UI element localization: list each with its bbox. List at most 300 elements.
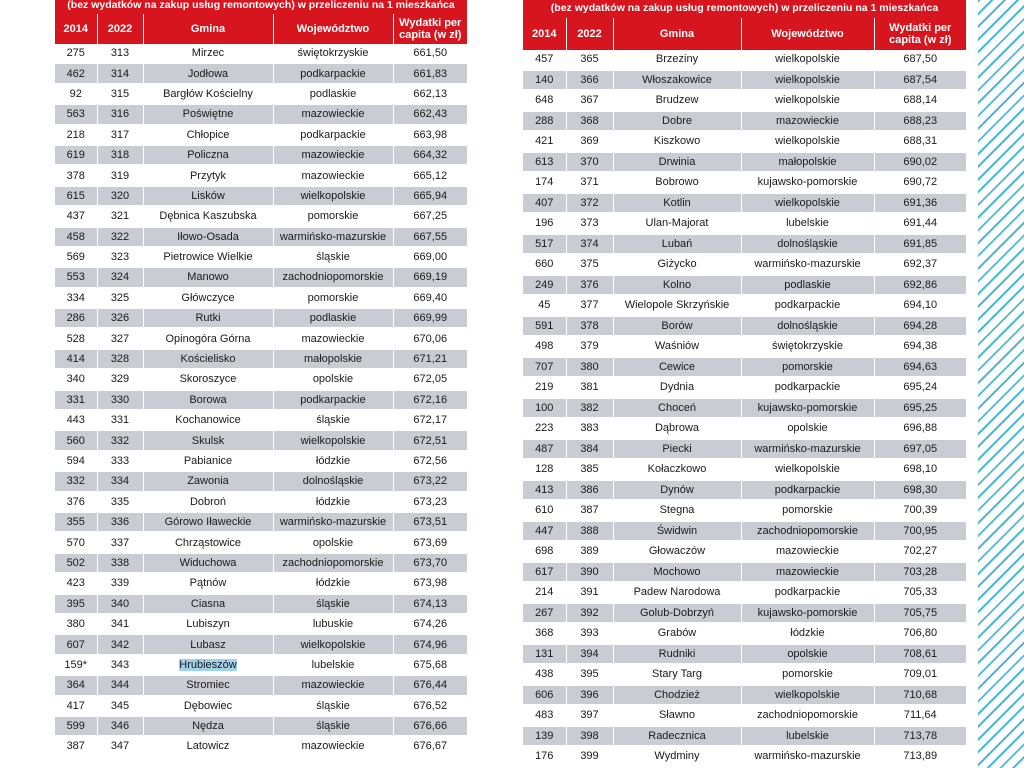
table-row <box>523 336 966 357</box>
cell-rank-2014: 414 <box>55 349 97 369</box>
cell-wydatki: 672,56 <box>393 451 467 471</box>
cell-wydatki: 673,22 <box>393 471 467 491</box>
table-row <box>523 295 966 316</box>
cell-wojewodztwo: podkarpackie <box>273 390 393 410</box>
cell-rank-2022: 375 <box>566 254 613 275</box>
table-row <box>55 512 467 532</box>
cell-rank-2014: 218 <box>55 125 97 145</box>
table-row <box>55 308 467 328</box>
cell-rank-2014: 368 <box>523 623 566 644</box>
cell-rank-2022: 345 <box>97 696 143 716</box>
cell-wojewodztwo: pomorskie <box>273 206 393 226</box>
cell-wydatki: 676,52 <box>393 696 467 716</box>
cell-wydatki: 669,19 <box>393 267 467 287</box>
table-row <box>523 541 966 562</box>
cell-wojewodztwo: wielkopolskie <box>273 430 393 450</box>
cell-rank-2014: 569 <box>55 247 97 267</box>
table-row <box>523 50 966 70</box>
cell-wojewodztwo: zachodniopomorskie <box>273 267 393 287</box>
cell-rank-2014: 610 <box>523 500 566 521</box>
cell-wojewodztwo: zachodniopomorskie <box>741 521 874 542</box>
cell-gmina: Borowa <box>143 390 273 410</box>
cell-rank-2014: 607 <box>55 634 97 654</box>
cell-gmina: Dębnica Kaszubska <box>143 206 273 226</box>
table-row <box>523 254 966 275</box>
cell-wojewodztwo: opolskie <box>273 532 393 552</box>
header-row <box>55 14 467 44</box>
cell-gmina: Głowaczów <box>613 541 741 562</box>
cell-wojewodztwo: wielkopolskie <box>741 50 874 70</box>
cell-wojewodztwo: śląskie <box>273 716 393 736</box>
cell-rank-2014: 502 <box>55 553 97 573</box>
cell-gmina: Rutki <box>143 308 273 328</box>
cell-rank-2014: 606 <box>523 685 566 706</box>
cell-wojewodztwo: pomorskie <box>741 664 874 685</box>
cell-wydatki: 690,72 <box>874 172 966 193</box>
cell-wojewodztwo: warmińsko-mazurskie <box>273 227 393 247</box>
ranking-table-left <box>55 0 467 758</box>
table-row <box>55 63 467 83</box>
cell-rank-2022: 366 <box>566 70 613 91</box>
cell-rank-2022: 315 <box>97 84 143 104</box>
cell-rank-2022: 346 <box>97 716 143 736</box>
col-header-2014: 2014 <box>523 18 566 50</box>
table-row <box>523 152 966 173</box>
cell-wojewodztwo: zachodniopomorskie <box>273 553 393 573</box>
cell-rank-2022: 341 <box>97 614 143 634</box>
cell-gmina: Jodłowa <box>143 63 273 83</box>
table-row <box>55 288 467 308</box>
cell-rank-2014: 447 <box>523 521 566 542</box>
cell-wojewodztwo: wielkopolskie <box>741 90 874 111</box>
table-row <box>55 104 467 124</box>
table-row <box>55 736 467 756</box>
cell-rank-2014: 378 <box>55 165 97 185</box>
cell-gmina: Dąbrowa <box>613 418 741 439</box>
cell-rank-2022: 379 <box>566 336 613 357</box>
cell-wojewodztwo: warmińsko-mazurskie <box>741 439 874 460</box>
cell-wydatki: 691,85 <box>874 234 966 255</box>
cell-rank-2014: 334 <box>55 288 97 308</box>
cell-wojewodztwo: małopolskie <box>741 152 874 173</box>
cell-gmina: Kiszkowo <box>613 131 741 152</box>
cell-wojewodztwo: pomorskie <box>741 357 874 378</box>
cell-gmina: Brzeziny <box>613 50 741 70</box>
cell-gmina: Policzna <box>143 145 273 165</box>
cell-gmina: Manowo <box>143 267 273 287</box>
cell-wydatki: 670,06 <box>393 328 467 348</box>
cell-rank-2022: 347 <box>97 736 143 756</box>
cell-wydatki: 694,10 <box>874 295 966 316</box>
cell-rank-2014: 563 <box>55 104 97 124</box>
cell-wydatki: 690,02 <box>874 152 966 173</box>
cell-rank-2022: 314 <box>97 63 143 83</box>
cell-rank-2014: 223 <box>523 418 566 439</box>
cell-wydatki: 676,44 <box>393 675 467 695</box>
cell-rank-2022: 333 <box>97 451 143 471</box>
cell-rank-2014: 131 <box>523 644 566 665</box>
cell-gmina: Przytyk <box>143 165 273 185</box>
cell-rank-2014: 139 <box>523 726 566 747</box>
cell-wojewodztwo: warmińsko-mazurskie <box>273 512 393 532</box>
cell-rank-2022: 325 <box>97 288 143 308</box>
cell-rank-2014: 423 <box>55 573 97 593</box>
cell-rank-2014: 332 <box>55 471 97 491</box>
table-row <box>55 227 467 247</box>
cell-rank-2022: 337 <box>97 532 143 552</box>
table-row <box>55 267 467 287</box>
cell-rank-2022: 371 <box>566 172 613 193</box>
cell-gmina: Latowicz <box>143 736 273 756</box>
table-row <box>523 562 966 583</box>
cell-rank-2022: 372 <box>566 193 613 214</box>
cell-wojewodztwo: zachodniopomorskie <box>741 705 874 726</box>
cell-rank-2022: 377 <box>566 295 613 316</box>
cell-rank-2022: 313 <box>97 44 143 63</box>
cell-rank-2022: 393 <box>566 623 613 644</box>
cell-wojewodztwo: podlaskie <box>741 275 874 296</box>
cell-wydatki: 695,24 <box>874 377 966 398</box>
cell-wojewodztwo: świętokrzyskie <box>741 336 874 357</box>
cell-rank-2014: 45 <box>523 295 566 316</box>
cell-rank-2022: 319 <box>97 165 143 185</box>
table-row <box>55 492 467 512</box>
cell-rank-2014: 249 <box>523 275 566 296</box>
cell-rank-2014: 340 <box>55 369 97 389</box>
cell-rank-2022: 381 <box>566 377 613 398</box>
cell-gmina: Skoroszyce <box>143 369 273 389</box>
cell-wydatki: 700,39 <box>874 500 966 521</box>
table-row <box>55 165 467 185</box>
cell-gmina: Lubań <box>613 234 741 255</box>
cell-gmina: Wydminy <box>613 746 741 767</box>
cell-rank-2014: 176 <box>523 746 566 767</box>
cell-gmina: Brudzew <box>613 90 741 111</box>
col-header-gmina: Gmina <box>613 18 741 50</box>
cell-rank-2014: 267 <box>523 603 566 624</box>
cell-gmina: Chrząstowice <box>143 532 273 552</box>
cell-gmina: Chodzież <box>613 685 741 706</box>
cell-rank-2014: 517 <box>523 234 566 255</box>
cell-wydatki: 669,40 <box>393 288 467 308</box>
cell-rank-2014: 487 <box>523 439 566 460</box>
cell-wojewodztwo: podkarpackie <box>741 582 874 603</box>
cell-rank-2022: 340 <box>97 594 143 614</box>
table-row <box>55 634 467 654</box>
cell-gmina: Lubiszyn <box>143 614 273 634</box>
cell-wydatki: 691,36 <box>874 193 966 214</box>
cell-rank-2014: 364 <box>55 675 97 695</box>
cell-wydatki: 694,38 <box>874 336 966 357</box>
cell-rank-2022: 396 <box>566 685 613 706</box>
cell-wydatki: 709,01 <box>874 664 966 685</box>
cell-wydatki: 663,98 <box>393 125 467 145</box>
cell-rank-2022: 339 <box>97 573 143 593</box>
cell-rank-2014: 275 <box>55 44 97 63</box>
cell-rank-2014: 387 <box>55 736 97 756</box>
table-row <box>55 430 467 450</box>
cell-rank-2022: 390 <box>566 562 613 583</box>
cell-wojewodztwo: warmińsko-mazurskie <box>741 746 874 767</box>
cell-gmina: Giżycko <box>613 254 741 275</box>
table-row <box>55 328 467 348</box>
cell-wojewodztwo: lubelskie <box>741 726 874 747</box>
cell-rank-2022: 367 <box>566 90 613 111</box>
cell-gmina: Drwinia <box>613 152 741 173</box>
table-row <box>523 377 966 398</box>
cell-rank-2022: 395 <box>566 664 613 685</box>
table-row <box>55 369 467 389</box>
cell-rank-2014: 615 <box>55 186 97 206</box>
cell-wojewodztwo: podkarpackie <box>741 295 874 316</box>
cell-gmina: Świdwin <box>613 521 741 542</box>
cell-rank-2014: 698 <box>523 541 566 562</box>
cell-wojewodztwo: wielkopolskie <box>741 70 874 91</box>
cell-gmina: Lubasz <box>143 634 273 654</box>
cell-wojewodztwo: kujawsko-pomorskie <box>741 172 874 193</box>
cell-wydatki: 673,69 <box>393 532 467 552</box>
cell-rank-2022: 385 <box>566 459 613 480</box>
cell-gmina: Lisków <box>143 186 273 206</box>
table-row <box>55 186 467 206</box>
cell-gmina: Ciasna <box>143 594 273 614</box>
cell-wojewodztwo: lubuskie <box>273 614 393 634</box>
cell-wojewodztwo: dolnośląskie <box>741 316 874 337</box>
cell-wydatki: 692,37 <box>874 254 966 275</box>
cell-wydatki: 665,94 <box>393 186 467 206</box>
ranking-table <box>523 18 966 768</box>
cell-rank-2022: 330 <box>97 390 143 410</box>
cell-wydatki: 698,10 <box>874 459 966 480</box>
cell-rank-2022: 332 <box>97 430 143 450</box>
cell-wydatki: 702,27 <box>874 541 966 562</box>
cell-wydatki: 697,05 <box>874 439 966 460</box>
cell-rank-2022: 338 <box>97 553 143 573</box>
cell-wydatki: 692,86 <box>874 275 966 296</box>
cell-wydatki: 695,25 <box>874 398 966 419</box>
cell-wydatki: 673,51 <box>393 512 467 532</box>
cell-rank-2014: 355 <box>55 512 97 532</box>
cell-rank-2014: 407 <box>523 193 566 214</box>
cell-rank-2014: 570 <box>55 532 97 552</box>
cell-wydatki: 687,54 <box>874 70 966 91</box>
cell-rank-2014: 376 <box>55 492 97 512</box>
cell-wydatki: 661,83 <box>393 63 467 83</box>
cell-wojewodztwo: podlaskie <box>273 84 393 104</box>
cell-wydatki: 674,96 <box>393 634 467 654</box>
table-row <box>523 111 966 132</box>
cell-rank-2014: 421 <box>523 131 566 152</box>
cell-rank-2014: 174 <box>523 172 566 193</box>
cell-rank-2022: 327 <box>97 328 143 348</box>
cell-wojewodztwo: mazowieckie <box>273 675 393 695</box>
cell-rank-2022: 323 <box>97 247 143 267</box>
cell-wojewodztwo: podkarpackie <box>273 125 393 145</box>
cell-gmina: Chłopice <box>143 125 273 145</box>
cell-wojewodztwo: mazowieckie <box>273 328 393 348</box>
cell-rank-2014: 457 <box>523 50 566 70</box>
cell-rank-2022: 370 <box>566 152 613 173</box>
cell-rank-2014: 498 <box>523 336 566 357</box>
cell-wojewodztwo: dolnośląskie <box>741 234 874 255</box>
cell-gmina: Pietrowice Wielkie <box>143 247 273 267</box>
table-row <box>55 573 467 593</box>
cell-wojewodztwo: dolnośląskie <box>273 471 393 491</box>
cell-rank-2022: 391 <box>566 582 613 603</box>
cell-wydatki: 698,30 <box>874 480 966 501</box>
cell-wydatki: 706,80 <box>874 623 966 644</box>
table-row <box>523 439 966 460</box>
cell-rank-2022: 335 <box>97 492 143 512</box>
table-row <box>55 675 467 695</box>
cell-rank-2014: 288 <box>523 111 566 132</box>
table-row <box>523 480 966 501</box>
cell-gmina: Padew Narodowa <box>613 582 741 603</box>
cell-gmina: Wielopole Skrzyńskie <box>613 295 741 316</box>
cell-wydatki: 672,05 <box>393 369 467 389</box>
cell-rank-2022: 344 <box>97 675 143 695</box>
cell-rank-2022: 394 <box>566 644 613 665</box>
cell-rank-2014: 219 <box>523 377 566 398</box>
table-subtitle: (bez wydatków na zakup usług remontowych) w przeliczeniu na 1 mieszkańca <box>55 0 467 14</box>
cell-wydatki: 661,50 <box>393 44 467 63</box>
cell-rank-2022: 343 <box>97 655 143 675</box>
cell-rank-2022: 374 <box>566 234 613 255</box>
cell-wydatki: 687,50 <box>874 50 966 70</box>
cell-rank-2022: 336 <box>97 512 143 532</box>
cell-wojewodztwo: śląskie <box>273 594 393 614</box>
cell-rank-2022: 373 <box>566 213 613 234</box>
cell-wojewodztwo: mazowieckie <box>273 165 393 185</box>
cell-wydatki: 688,31 <box>874 131 966 152</box>
table-row <box>55 206 467 226</box>
cell-wydatki: 673,98 <box>393 573 467 593</box>
table-row <box>55 614 467 634</box>
cell-rank-2022: 380 <box>566 357 613 378</box>
cell-wojewodztwo: śląskie <box>273 410 393 430</box>
cell-rank-2014: 159* <box>55 655 97 675</box>
cell-wojewodztwo: kujawsko-pomorskie <box>741 398 874 419</box>
cell-gmina: Grabów <box>613 623 741 644</box>
cell-rank-2022: 320 <box>97 186 143 206</box>
cell-gmina: Główczyce <box>143 288 273 308</box>
cell-wojewodztwo: opolskie <box>741 644 874 665</box>
cell-wydatki: 672,17 <box>393 410 467 430</box>
cell-rank-2014: 462 <box>55 63 97 83</box>
cell-rank-2022: 389 <box>566 541 613 562</box>
cell-wydatki: 662,13 <box>393 84 467 104</box>
cell-wojewodztwo: podlaskie <box>273 308 393 328</box>
cell-wydatki: 688,14 <box>874 90 966 111</box>
table-row <box>523 603 966 624</box>
cell-rank-2014: 483 <box>523 705 566 726</box>
cell-gmina: Kotlin <box>613 193 741 214</box>
cell-rank-2014: 438 <box>523 664 566 685</box>
cell-wojewodztwo: mazowieckie <box>273 736 393 756</box>
cell-wojewodztwo: łódzkie <box>273 451 393 471</box>
cell-rank-2014: 100 <box>523 398 566 419</box>
cell-wydatki: 675,68 <box>393 655 467 675</box>
cell-rank-2022: 387 <box>566 500 613 521</box>
cell-wojewodztwo: świętokrzyskie <box>273 44 393 63</box>
cell-rank-2022: 383 <box>566 418 613 439</box>
cell-rank-2022: 399 <box>566 746 613 767</box>
cell-wydatki: 673,70 <box>393 553 467 573</box>
cell-rank-2014: 619 <box>55 145 97 165</box>
cell-gmina: Choceń <box>613 398 741 419</box>
cell-gmina: Stegna <box>613 500 741 521</box>
cell-gmina: Sławno <box>613 705 741 726</box>
cell-wojewodztwo: kujawsko-pomorskie <box>741 603 874 624</box>
table-row <box>523 644 966 665</box>
cell-rank-2022: 376 <box>566 275 613 296</box>
table-row <box>523 500 966 521</box>
cell-rank-2014: 443 <box>55 410 97 430</box>
cell-gmina: Waśniów <box>613 336 741 357</box>
cell-wydatki: 669,99 <box>393 308 467 328</box>
cell-rank-2014: 660 <box>523 254 566 275</box>
table-row <box>523 275 966 296</box>
table-row <box>523 521 966 542</box>
cell-rank-2022: 326 <box>97 308 143 328</box>
table-row <box>55 84 467 104</box>
cell-wydatki: 672,51 <box>393 430 467 450</box>
cell-wojewodztwo: łódzkie <box>273 573 393 593</box>
table-row <box>523 459 966 480</box>
highlighted-gmina: Hrubieszów <box>179 658 237 671</box>
cell-gmina: Radecznica <box>613 726 741 747</box>
cell-wojewodztwo: wielkopolskie <box>741 193 874 214</box>
cell-rank-2022: 384 <box>566 439 613 460</box>
cell-gmina: Golub-Dobrzyń <box>613 603 741 624</box>
table-row <box>523 582 966 603</box>
cell-wydatki: 676,66 <box>393 716 467 736</box>
cell-wydatki: 664,32 <box>393 145 467 165</box>
cell-gmina: Stromiec <box>143 675 273 695</box>
cell-gmina: Borów <box>613 316 741 337</box>
cell-wojewodztwo: śląskie <box>273 696 393 716</box>
cell-gmina: Dębowiec <box>143 696 273 716</box>
cell-gmina: Zawonia <box>143 471 273 491</box>
cell-rank-2022: 331 <box>97 410 143 430</box>
cell-rank-2022: 378 <box>566 316 613 337</box>
cell-gmina: Kochanowice <box>143 410 273 430</box>
cell-rank-2014: 617 <box>523 562 566 583</box>
cell-gmina: Cewice <box>613 357 741 378</box>
table-row <box>55 125 467 145</box>
cell-rank-2014: 380 <box>55 614 97 634</box>
cell-rank-2014: 553 <box>55 267 97 287</box>
table-row <box>55 532 467 552</box>
cell-wojewodztwo: mazowieckie <box>741 541 874 562</box>
cell-wojewodztwo: opolskie <box>741 418 874 439</box>
cell-gmina: Górowo Iławeckie <box>143 512 273 532</box>
cell-wojewodztwo: lubelskie <box>741 213 874 234</box>
ranking-table-right <box>523 0 966 768</box>
cell-gmina <box>143 655 273 675</box>
cell-rank-2022: 334 <box>97 471 143 491</box>
cell-wydatki: 694,28 <box>874 316 966 337</box>
table-subtitle: (bez wydatków na zakup usług remontowych) w przeliczeniu na 1 mieszkańca <box>523 0 966 18</box>
cell-gmina: Opinogóra Górna <box>143 328 273 348</box>
cell-wydatki: 676,67 <box>393 736 467 756</box>
cell-wojewodztwo: pomorskie <box>741 500 874 521</box>
col-header-2022: 2022 <box>97 14 143 44</box>
cell-gmina: Mochowo <box>613 562 741 583</box>
cell-wydatki: 705,75 <box>874 603 966 624</box>
table-row <box>523 172 966 193</box>
table-row <box>523 234 966 255</box>
